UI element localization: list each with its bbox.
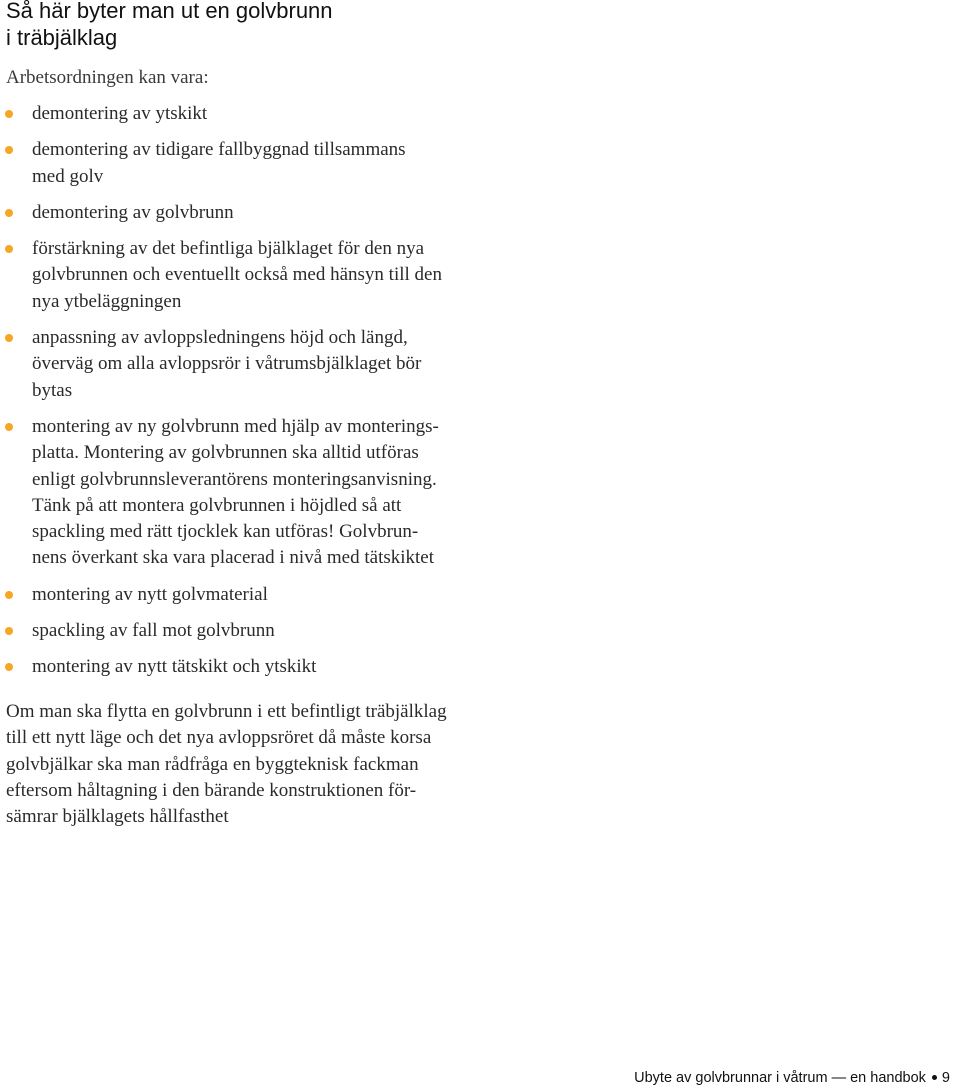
list-item: [0, 236, 520, 315]
step-text: demontering av golvbrunn: [32, 201, 234, 223]
bullet-icon: [5, 591, 13, 599]
page-number: 9: [941, 1070, 950, 1086]
list-item: [0, 101, 520, 127]
list-item: [0, 137, 520, 190]
bullet-separator-icon: [932, 1075, 937, 1080]
footer-title: Ubyte av golvbrunnar i våtrum — en handbok: [634, 1070, 926, 1086]
bullet-icon: [5, 110, 13, 118]
list-item: [0, 414, 520, 572]
page-title: Så här byter man ut en golvbrunn i träbjälklag: [6, 0, 333, 50]
closing-paragraph: Om man ska flytta en golvbrunn i ett befintligt träbjälklag till ett nytt läge och det nya avloppsröret då måste korsa golvbjälkar ska man rådfråga en byggteknisk fackman eftersom håltagning i den bärande konstruktionen för- sämrar bjälklagets hållfasthet: [6, 701, 447, 828]
step-text: förstärkning av det befintliga bjälklaget för den nya golvbrunnen och eventuellt också med hänsyn till den nya ytbeläggningen: [32, 238, 442, 312]
step-text: demontering av tidigare fallbyggnad tillsammans med golv: [32, 139, 406, 187]
bullet-icon: [5, 423, 13, 431]
page-footer: [634, 1069, 950, 1087]
step-text: anpassning av avloppsledningens höjd och längd, överväg om alla avloppsrör i våtrumsbjälklaget bör bytas: [32, 327, 422, 401]
bullet-icon: [5, 334, 13, 342]
list-item: [0, 582, 520, 608]
step-text: demontering av ytskikt: [32, 103, 208, 124]
step-text: spackling av fall mot golvbrunn: [32, 620, 275, 642]
list-item: [0, 618, 520, 644]
bullet-icon: [5, 245, 13, 253]
steps-list: [0, 101, 520, 691]
step-text: montering av ny golvbrunn med hjälp av monterings- platta. Montering av golvbrunnen ska alltid utföras enligt golvbrunnsleverantörens monteringsanvisning. Tänk på att montera golvbrunnen i höjdled så att spackling med rätt tjocklek kan utföras! Golvbrun- nens överkant ska vara placerad i nivå med tätskiktet: [32, 415, 439, 569]
list-item: [0, 325, 520, 404]
bullet-icon: [5, 209, 13, 217]
intro-text: Arbetsordningen kan vara:: [6, 67, 209, 88]
step-text: montering av nytt tätskikt och ytskikt: [32, 656, 317, 678]
bullet-icon: [5, 663, 13, 671]
list-item: [0, 654, 520, 680]
bullet-icon: [5, 146, 13, 154]
bullet-icon: [5, 627, 13, 635]
step-text: montering av nytt golvmaterial: [32, 583, 268, 605]
list-item: [0, 200, 520, 226]
